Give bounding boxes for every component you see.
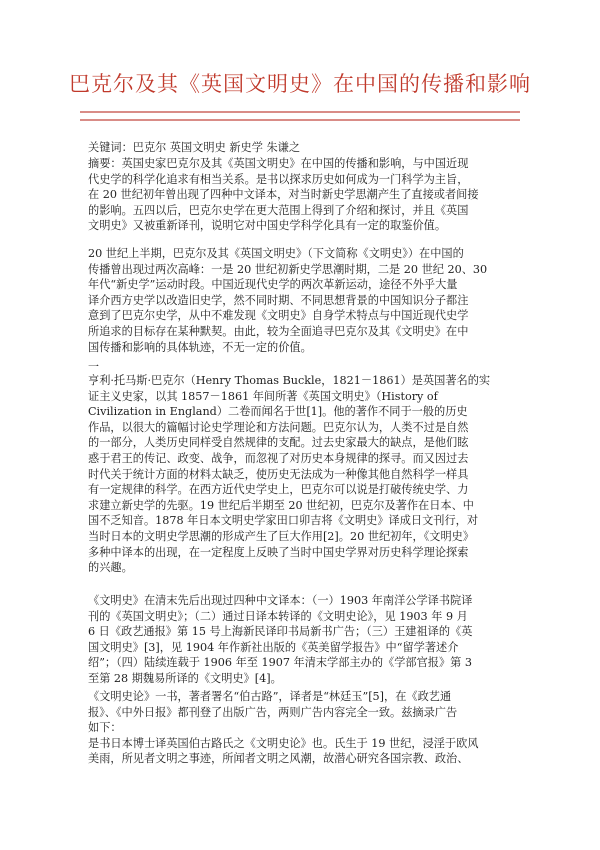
- text-line: 绍”；（四）陆续连载于 1906 年至 1907 年清末学部主办的《学部官报》第 3: [88, 656, 473, 670]
- text-line: 如下：: [88, 721, 122, 735]
- text-line: 《文明史》在清末先后出现过四种中文译本：（一）1903 年南洋公学译书院译: [88, 594, 473, 607]
- section3-paragraph: [88, 689, 524, 767]
- text-line: 亨利·托马斯·巴克尔（Henry Thomas Buckle，1821－1861）是英国著名的实: [88, 374, 491, 387]
- text-line: 作品，以很大的篇幅讨论史学理论和方法问题。巴克尔认为，人类不过是自然: [88, 420, 469, 434]
- text-line: 译介西方史学以改造旧史学，然不同时期、不同思想背景的中国知识分子都注: [88, 293, 469, 307]
- text-line: 摘要：英国史家巴克尔及其《英国文明史》在中国的传播和影响，与中国近现: [88, 157, 469, 170]
- text-line: 报》、《中外日报》都刊登了出版广告，两则广告内容完全一致。兹摘录广告: [88, 705, 458, 719]
- text-line: 有一定规律的科学。在西方近代史学史上，巴克尔可以说是打破传统史学、力: [88, 483, 469, 497]
- text-line: 当时日本的文明史学思潮的形成产生了巨大作用[2]。20 世纪初年，《文明史》: [88, 529, 475, 543]
- text-line: 国不乏知音。1878 年日本文明史学家田口卯吉将《文明史》译成日文刊行，对: [88, 514, 479, 528]
- text-line: 年代“新史学”运动时段。中国近现代史学的两次革新运动，途径不外乎大量: [88, 278, 458, 292]
- text-line: 所追求的目标存在某种默契。由此，较为全面追寻巴克尔及其《文明史》在中: [88, 324, 469, 338]
- text-line: 美雨，所见者文明之事迹，所闻者文明之风潮，故潜心研究各国宗教、政治、: [88, 752, 469, 766]
- text-line: 时代关于统计方面的材料太缺乏，使历史无法成为一种像其他自然科学一样具: [88, 467, 469, 481]
- text-line: 传播曾出现过两次高峰：一是 20 世纪初新史学思潮时期，二是 20 世纪 20、30: [88, 262, 488, 276]
- abstract-paragraph: [88, 156, 524, 234]
- text-line: 代史学的科学化追求有相当关系。是书以探求历史如何成为一门科学为主旨，: [88, 172, 469, 186]
- text-line: 多种中译本的出现，在一定程度上反映了当时中国史学界对历史科学理论探索: [88, 545, 469, 559]
- text-line: 求建立新史学的先驱。19 世纪后半期至 20 世纪初，巴克尔及著作在日本、中: [88, 498, 474, 512]
- section2-paragraph: [88, 593, 524, 687]
- text-line: 在 20 世纪初年曾出现了四种中文译本，对当时新史学思潮产生了直接或者间接: [88, 188, 479, 202]
- section-marker: 一: [88, 360, 99, 373]
- text-line: 的一部分，人类历史同样受自然规律的支配。过去史家最大的缺点，是他们眩: [88, 436, 469, 450]
- text-line: 证主义史家，以其 1857－1861 年间所著《英国文明史》（History of: [88, 389, 438, 403]
- text-line: 6 日《政艺通报》第 15 号上海新民译印书局新书广告；（三）王建祖译的《英: [88, 625, 473, 639]
- title-divider: [80, 111, 520, 121]
- text-line: 是书日本博士译英国伯古路氏之《文明史论》也。氏生于 19 世纪，浸淫于欧风: [88, 736, 479, 750]
- text-line: 至第 28 期魏易所译的《文明史》[4]。: [88, 671, 282, 685]
- text-line: 20 世纪上半期，巴克尔及其《英国文明史》（下文简称《文明史》）在中国的: [88, 247, 464, 260]
- text-line: 《文明史论》一书，著者署名“伯古路”，译者是“林廷玉”[5]，在《政艺通: [88, 690, 452, 703]
- text-line: 刊的《英国文明史》；（二）通过日译本转译的《文明史论》，见 1903 年 9 月: [88, 609, 468, 623]
- document-title: 巴克尔及其《英国文明史》在中国的传播和影响: [69, 72, 531, 96]
- keywords: [88, 140, 524, 156]
- text-line: 意到了巴克尔史学，从中不难发现《文明史》自身学术特点与中国近现代史学: [88, 309, 469, 323]
- text-line: 国文明史》[3]，见 1904 年作新社出版的《英美留学报告》中“留学著述介: [88, 640, 459, 654]
- text-line: Civilization in England）二卷而闻名于世[1]。他的著作不同于一般的历史: [88, 405, 468, 419]
- section1-paragraph: [88, 373, 524, 576]
- text-line: 国传播和影响的具体轨迹，不无一定的价值。: [88, 340, 312, 354]
- keywords-line: 关键词：巴克尔 英国文明史 新史学 朱谦之: [88, 141, 301, 154]
- text-line: 的影响。五四以后，巴克尔史学在更大范围上得到了介绍和探讨，并且《英国: [88, 203, 469, 217]
- text-line: 文明史》又被重新译刊，说明它对中国史学科学化具有一定的取鉴价值。: [88, 219, 447, 233]
- text-line: 的兴趣。: [88, 561, 133, 575]
- intro-paragraph: [88, 246, 524, 355]
- text-line: 惑于君王的传记、政变、战争，而忽视了对历史本身规律的探寻。而又因过去: [88, 451, 469, 465]
